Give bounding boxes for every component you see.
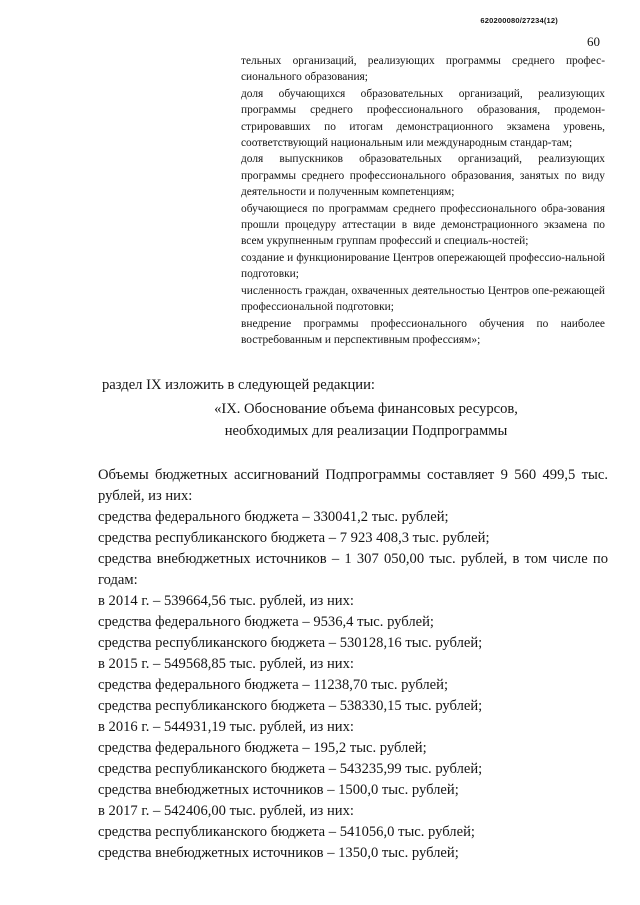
- budget-line: средства республиканского бюджета – 7 923 408,3 тыс. рублей;: [98, 530, 490, 546]
- budget-line: средства федерального бюджета – 195,2 тыс. рублей;: [98, 740, 427, 756]
- budget-line: в 2017 г. – 542406,00 тыс. рублей, из них:: [98, 803, 354, 819]
- list-item: доля обучающихся образовательных организаций, реализующих программы среднего профессионального образования, продемон-стрировавших по итогам демонстрационного экзамена уровень, соответствующий национальным или международным стандар-там;: [241, 87, 605, 150]
- indented-list-block: [241, 53, 605, 348]
- page-number: 60: [587, 34, 600, 49]
- budget-line: в 2014 г. – 539664,56 тыс. рублей, из них:: [98, 593, 354, 609]
- list-item: обучающиеся по программам среднего профессионального обра-зования прошли процедуру аттестации в виде демонстрационного экзамена по всем укрупненным группам профессий и специаль-ностей;: [241, 202, 605, 248]
- budget-intro: Объемы бюджетных ассигнований Подпрограммы составляет 9 560 499,5 тыс. рублей, из них:: [98, 467, 608, 504]
- section-heading: [98, 399, 608, 443]
- list-item: внедрение программы профессионального обучения по наиболее востребованным и перспективным профессиям»;: [241, 317, 605, 346]
- budget-line: средства республиканского бюджета – 530128,16 тыс. рублей;: [98, 635, 483, 651]
- budget-line: средства федерального бюджета – 330041,2 тыс. рублей;: [98, 509, 449, 525]
- section-intro: раздел IX изложить в следующей редакции:: [102, 377, 375, 393]
- list-item: создание и функционирование Центров опережающей профессио-нальной подготовки;: [241, 251, 605, 281]
- main-text: [98, 375, 608, 864]
- budget-line: средства внебюджетных источников – 1 307 050,00 тыс. рублей, в том числе по годам:: [98, 551, 608, 588]
- section-heading-line2: необходимых для реализации Подпрограммы: [224, 423, 508, 439]
- budget-line: в 2015 г. – 549568,85 тыс. рублей, из них:: [98, 656, 354, 672]
- budget-line: в 2016 г. – 544931,19 тыс. рублей, из них:: [98, 719, 354, 735]
- doc-code: 620200080/27234(12): [480, 16, 558, 25]
- section-heading-line1: «IX. Обоснование объема финансовых ресурсов,: [214, 401, 518, 417]
- budget-line: средства федерального бюджета – 11238,70 тыс. рублей;: [98, 677, 449, 693]
- budget-line: средства федерального бюджета – 9536,4 тыс. рублей;: [98, 614, 434, 630]
- budget-line: средства внебюджетных источников – 1350,0 тыс. рублей;: [98, 845, 459, 861]
- budget-line: средства республиканского бюджета – 543235,99 тыс. рублей;: [98, 761, 483, 777]
- budget-line: средства республиканского бюджета – 541056,0 тыс. рублей;: [98, 824, 475, 840]
- list-item: доля выпускников образовательных организаций, реализующих программы среднего профессионального образования, занятых по виду деятельности и полученным компетенциям;: [241, 153, 605, 199]
- budget-line: средства внебюджетных источников – 1500,0 тыс. рублей;: [98, 782, 459, 798]
- budget-line: средства республиканского бюджета – 538330,15 тыс. рублей;: [98, 698, 483, 714]
- list-item: численность граждан, охваченных деятельностью Центров опе-режающей профессиональной подготовки;: [241, 284, 605, 314]
- list-item: тельных организаций, реализующих программы среднего профес-сионального образования;: [241, 55, 605, 84]
